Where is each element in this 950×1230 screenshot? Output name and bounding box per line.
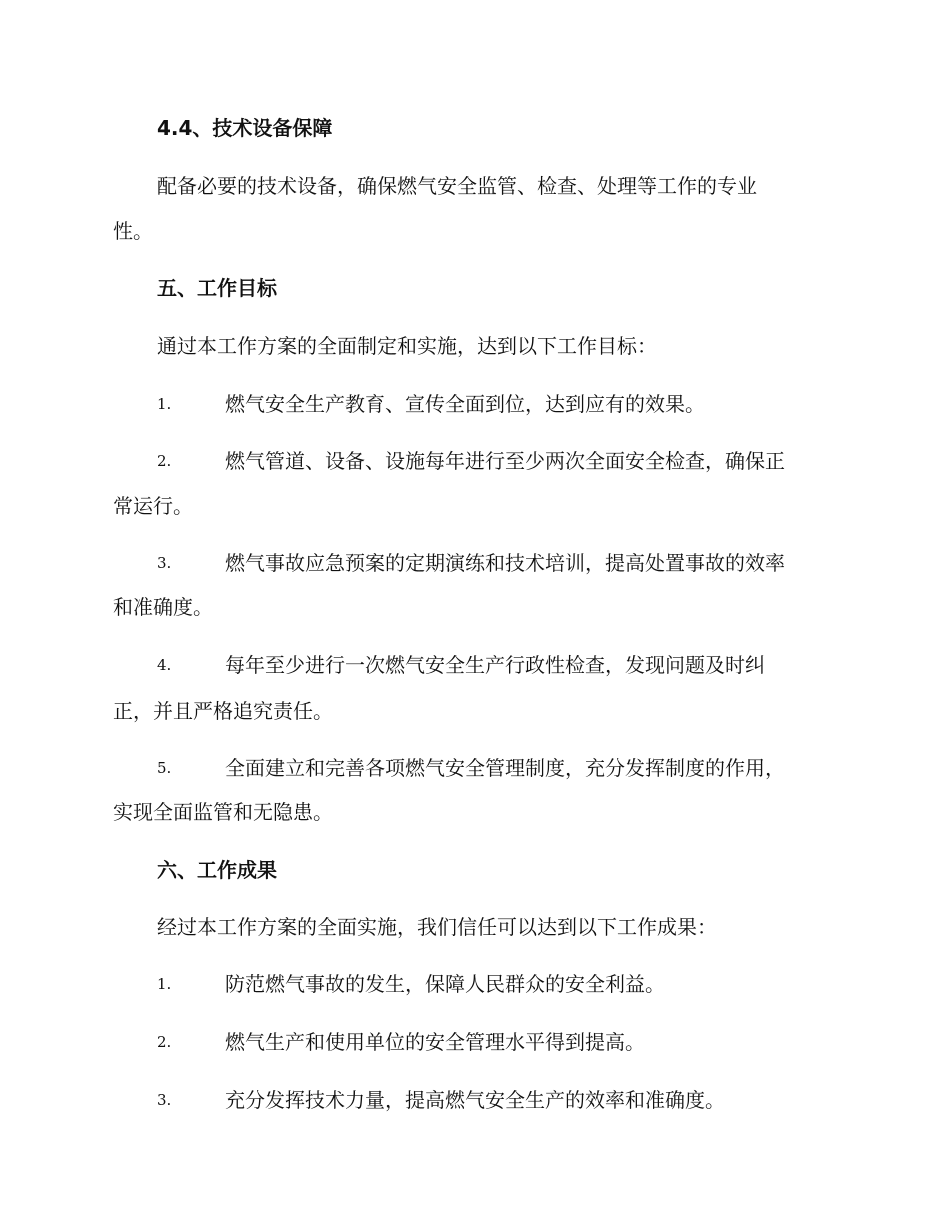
section-intro: 经过本工作方案的全面实施，我们信任可以达到以下工作成果： (157, 915, 717, 939)
list-item-number: 1. (157, 395, 172, 413)
list-item-text: 全面建立和完善各项燃气安全管理制度，充分发挥制度的作用， (225, 756, 785, 780)
section-heading-5: 五、工作目标 (157, 276, 277, 300)
list-item-text: 燃气事故应急预案的定期演练和技术培训，提高处置事故的效率 (225, 551, 785, 575)
list-item-text: 燃气管道、设备、设施每年进行至少两次全面安全检查，确保正 (225, 449, 785, 473)
paragraph-line: 配备必要的技术设备，确保燃气安全监管、检查、处理等工作的专业 (157, 174, 757, 198)
section-intro: 通过本工作方案的全面制定和实施，达到以下工作目标： (157, 334, 657, 358)
list-item-text: 燃气安全生产教育、宣传全面到位，达到应有的效果。 (225, 392, 705, 416)
list-item-number: 2. (157, 452, 172, 470)
list-item-continuation: 常运行。 (113, 494, 193, 518)
list-item-text: 燃气生产和使用单位的安全管理水平得到提高。 (225, 1030, 645, 1054)
section-heading-4-4: 4.4、技术设备保障 (157, 116, 333, 140)
paragraph-line: 性。 (113, 219, 153, 243)
list-item-number: 1. (157, 975, 172, 993)
list-item-continuation: 正，并且严格追究责任。 (113, 699, 333, 723)
list-item-text: 充分发挥技术力量，提高燃气安全生产的效率和准确度。 (225, 1088, 725, 1112)
list-item-text: 防范燃气事故的发生，保障人民群众的安全利益。 (225, 972, 665, 996)
list-item-number: 4. (157, 656, 172, 674)
list-item-number: 3. (157, 1091, 172, 1109)
section-heading-6: 六、工作成果 (157, 858, 277, 882)
list-item-continuation: 和准确度。 (113, 595, 213, 619)
list-item-number: 3. (157, 554, 172, 572)
list-item-number: 2. (157, 1033, 172, 1051)
list-item-continuation: 实现全面监管和无隐患。 (113, 800, 333, 824)
list-item-text: 每年至少进行一次燃气安全生产行政性检查，发现问题及时纠 (225, 653, 765, 677)
list-item-number: 5. (157, 759, 172, 777)
